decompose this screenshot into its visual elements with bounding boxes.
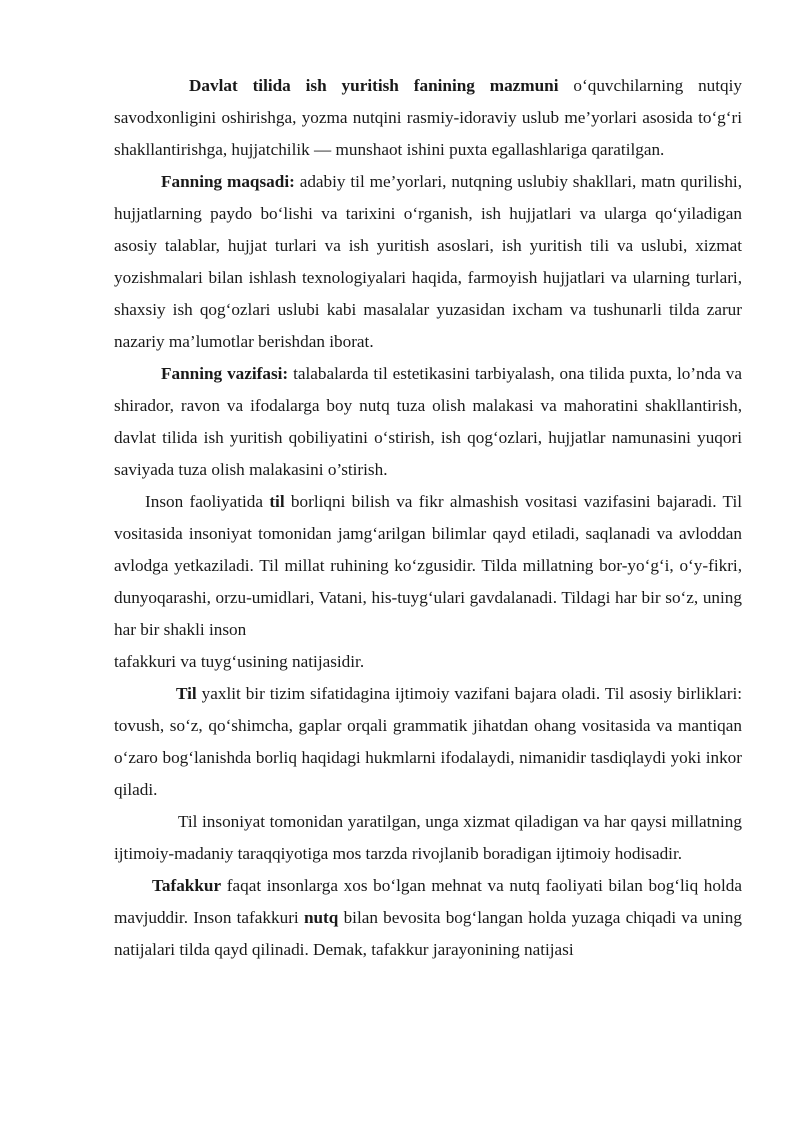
paragraph-language-role-tail (114, 646, 742, 678)
paragraph-text: talabalarda til estetikasini tarbiyalash, ona tilida puxta, lo’nda va shirador, ravon va ifodalarga boy nutq tuza olish malakasi va mahoratini shakllantirish, davlat tilida ish yuritish qobiliyatini o‘stirish, ish qog‘ozlari, hujjatlar namunasini yuqori saviyada tuza olish malakasini o’stirish. (114, 364, 742, 479)
term-language: til (269, 492, 285, 511)
paragraph-text: Til insoniyat tomonidan yaratilgan, unga xizmat qiladigan va har qaysi millatning ijtimoiy-madaniy taraqqiyotiga mos tarzda rivojlanib boradigan ijtimoiy hodisadir. (114, 812, 742, 863)
paragraph-text: yaxlit bir tizim sifatidagina ijtimoiy vazifani bajara oladi. Til asosiy birliklari: tovush, so‘z, qo‘shimcha, gaplar orqali grammatik jihatdan ohang vositasida va mantiqan o‘zaro bog‘lanishda borliq haqidagi hukmlarni ifodalaydi, nimanidir tasdiqlaydi yoki inkor qiladi. (114, 684, 742, 799)
paragraph-language-social (114, 806, 742, 870)
document-page (114, 70, 742, 966)
paragraph-text: adabiy til me’yorlari, nutqning uslubiy shakllari, matn qurilishi, hujjatlarning paydo bo‘lishi va tarixini o‘rganish, ish hujjatlari va ularga qo‘yiladigan asosiy talablar, hujjat turlari va ish yuritish asoslari, ish yuritish tili va uslubi, xizmat yozishmalari bilan ishlash texnologiyalari haqida, farmoyish hujjatlari va ularning turlari, shaxsiy ish qog‘ozlari uslubi kabi masalalar yuzasidan ixcham va tushunarli tilda zarur nazariy ma’lumotlar berishdan iborat. (114, 172, 742, 351)
paragraph-text: o‘quvchilarning nutqiy savodxonligini oshirishga, yozma nutqini rasmiy-idoraviy uslub me’yorlari asosida to‘g‘ri shakllantirishga, hujjatchilik — munshaot ishini puxta egallashlariga qaratilgan. (114, 76, 743, 159)
paragraph-thinking (114, 870, 742, 966)
term-thinking: Tafakkur (152, 876, 222, 895)
paragraph-text: borliqni bilish va fikr almashish vositasi vazifasini bajaradi. Til vositasida insoniyat tomonidan jamg‘arilgan bilimlar qayd etiladi, saqlanadi va avloddan avlodga yetkaziladi. Til millat ruhining ko‘zgusidir. Tilda millatning bor-yo‘g‘i, o‘y-fikri, dunyoqarashi, orzu-umidlari, Vatani, his-tuyg‘ulari gavdalanadi. Tildagi har bir so‘z, uning har bir shakli inson (114, 492, 743, 639)
paragraph-course-tasks (114, 358, 742, 486)
term-speech: nutq (303, 908, 339, 927)
term-language: Til (176, 684, 197, 703)
paragraph-text: bilan bevosita bog‘langan holda yuzaga chiqadi va uning natijalari tilda qayd qilinadi. Demak, tafakkur jarayonining natijasi (114, 908, 742, 959)
paragraph-text: faqat insonlarga xos bo‘lgan mehnat va nutq faoliyati bilan bog‘liq holda mavjuddir. Inson tafakkuri (114, 876, 742, 927)
paragraph-content-description (114, 70, 742, 166)
term-course-content: Davlat tilida ish yuritish fanining mazmuni (189, 76, 559, 95)
term-course-goal: Fanning maqsadi: (161, 172, 295, 191)
paragraph-text: tafakkuri va tuyg‘usining natijasidir. (114, 652, 365, 671)
paragraph-course-goal (114, 166, 742, 358)
paragraph-language-system (114, 678, 742, 806)
term-course-tasks: Fanning vazifasi: (161, 364, 289, 383)
paragraph-text: Inson faoliyatida (145, 492, 270, 511)
paragraph-language-role (114, 486, 742, 646)
